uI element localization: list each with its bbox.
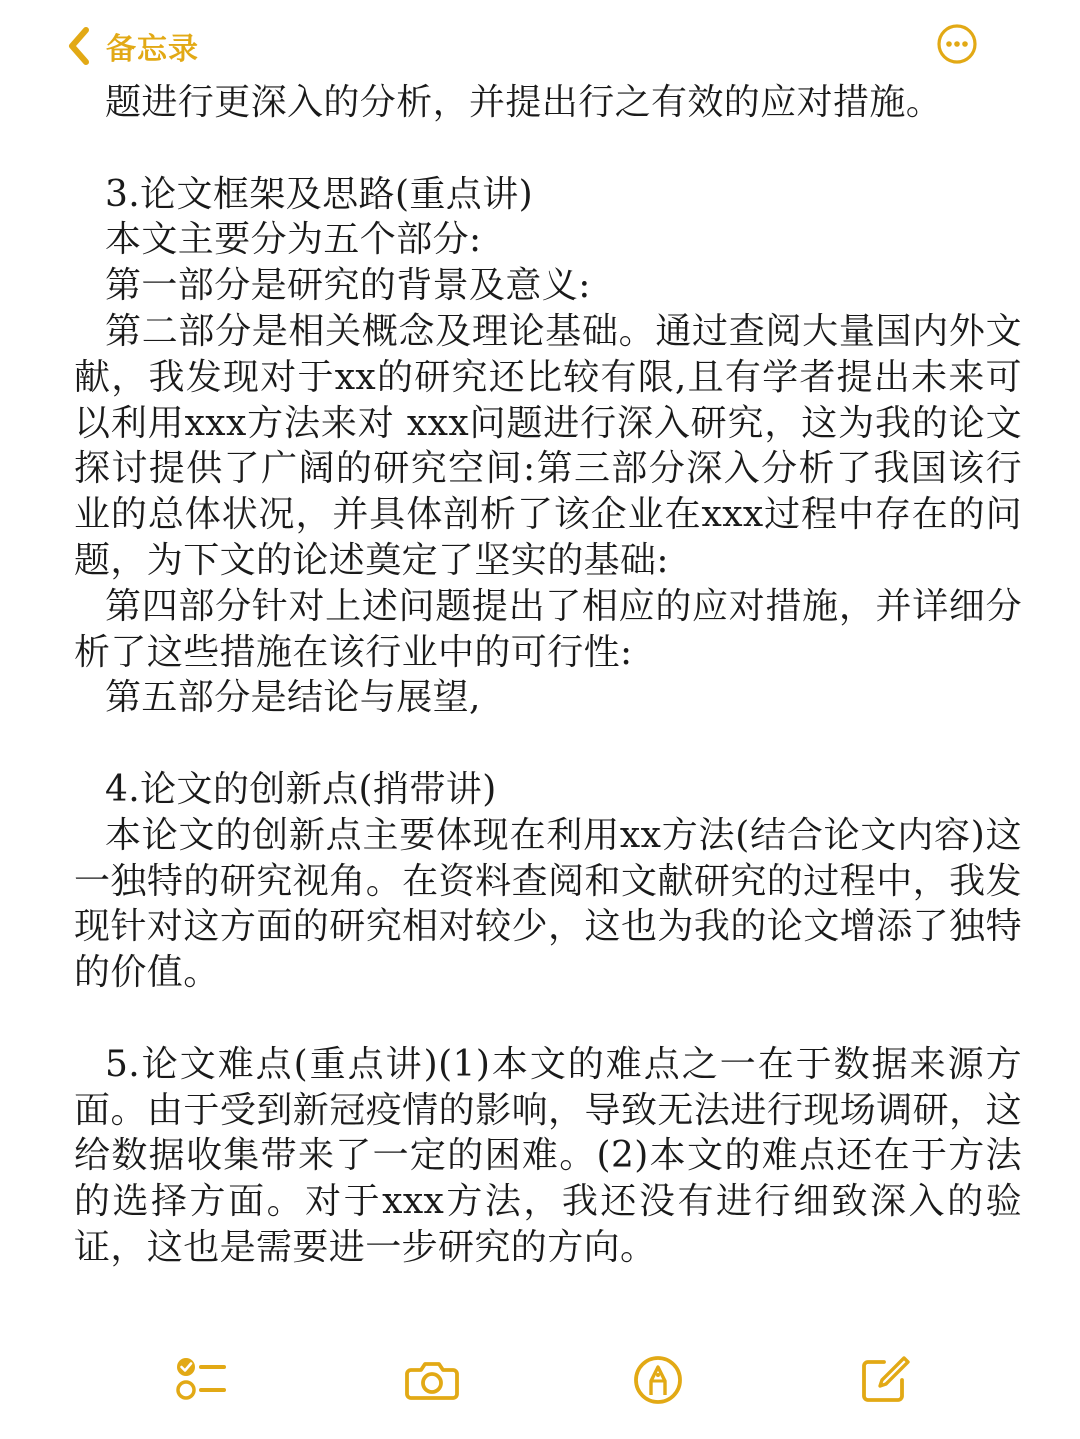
compose-button[interactable]	[854, 1350, 914, 1410]
note-paragraph: 第二部分是相关概念及理论基础。通过查阅大量国内外文献，我发现对于xx的研究还比较有限,且有学者提出未来可以利用xxx方法来对 xxx问题进行深入研究，这为我的论文探讨提供了广阔的研究空间:第三部分深入分析了我国该行业的总体状况，并具体剖析了该企业在xxx过程中存在的问题，为下文的论述奠定了坚实的基础:	[74, 310, 1022, 581]
back-button[interactable]	[64, 24, 199, 68]
navigation-bar	[0, 0, 1080, 86]
note-paragraph: 5.论文难点(重点讲)(1)本文的难点之一在于数据来源方面。由于受到新冠疫情的影响，导致无法进行现场调研，这给数据收集带来了一定的困难。(2)本文的难点还在于方法的选择方面。对于xxx方法，我还没有进行细致深入的验证，这也是需要进一步研究的方向。	[74, 1043, 1022, 1268]
section-heading: 3.论文框架及思路(重点讲)	[105, 173, 534, 215]
note-paragraph: 第一部分是研究的背景及意义:	[105, 265, 591, 307]
note-paragraph: 题进行更深入的分析，并提出行之有效的应对措施。	[105, 82, 943, 123]
bottom-toolbar	[0, 1340, 1080, 1420]
blank-line	[74, 721, 1022, 767]
blank-line	[74, 126, 1022, 172]
checklist-button[interactable]	[170, 1350, 230, 1410]
note-paragraph: 第五部分是结论与展望,	[105, 677, 481, 719]
camera-button[interactable]	[402, 1350, 462, 1410]
camera-icon	[402, 1350, 462, 1410]
note-paragraph: 本论文的创新点主要体现在利用xx方法(结合论文内容)这一独特的研究视角。在资料查阅和文献研究的过程中，我发现针对这方面的研究相对较少，这也为我的论文增添了独特的价值。	[74, 814, 1022, 994]
markup-button[interactable]	[628, 1350, 688, 1410]
ellipsis-circle-icon	[936, 23, 978, 65]
section-heading: 4.论文的创新点(捎带讲)	[105, 768, 497, 810]
checklist-icon	[170, 1350, 230, 1410]
compose-icon	[854, 1350, 914, 1410]
back-button-label: 备忘录	[106, 32, 199, 67]
markup-pen-icon	[628, 1350, 688, 1410]
more-options-button[interactable]	[936, 23, 978, 65]
note-paragraph: 本文主要分为五个部分:	[105, 219, 482, 261]
note-paragraph: 第四部分针对上述问题提出了相应的应对措施，并详细分析了这些措施在该行业中的可行性:	[74, 585, 1022, 673]
chevron-left-icon	[64, 24, 94, 68]
note-content[interactable]	[74, 80, 1022, 1271]
blank-line	[74, 996, 1022, 1042]
